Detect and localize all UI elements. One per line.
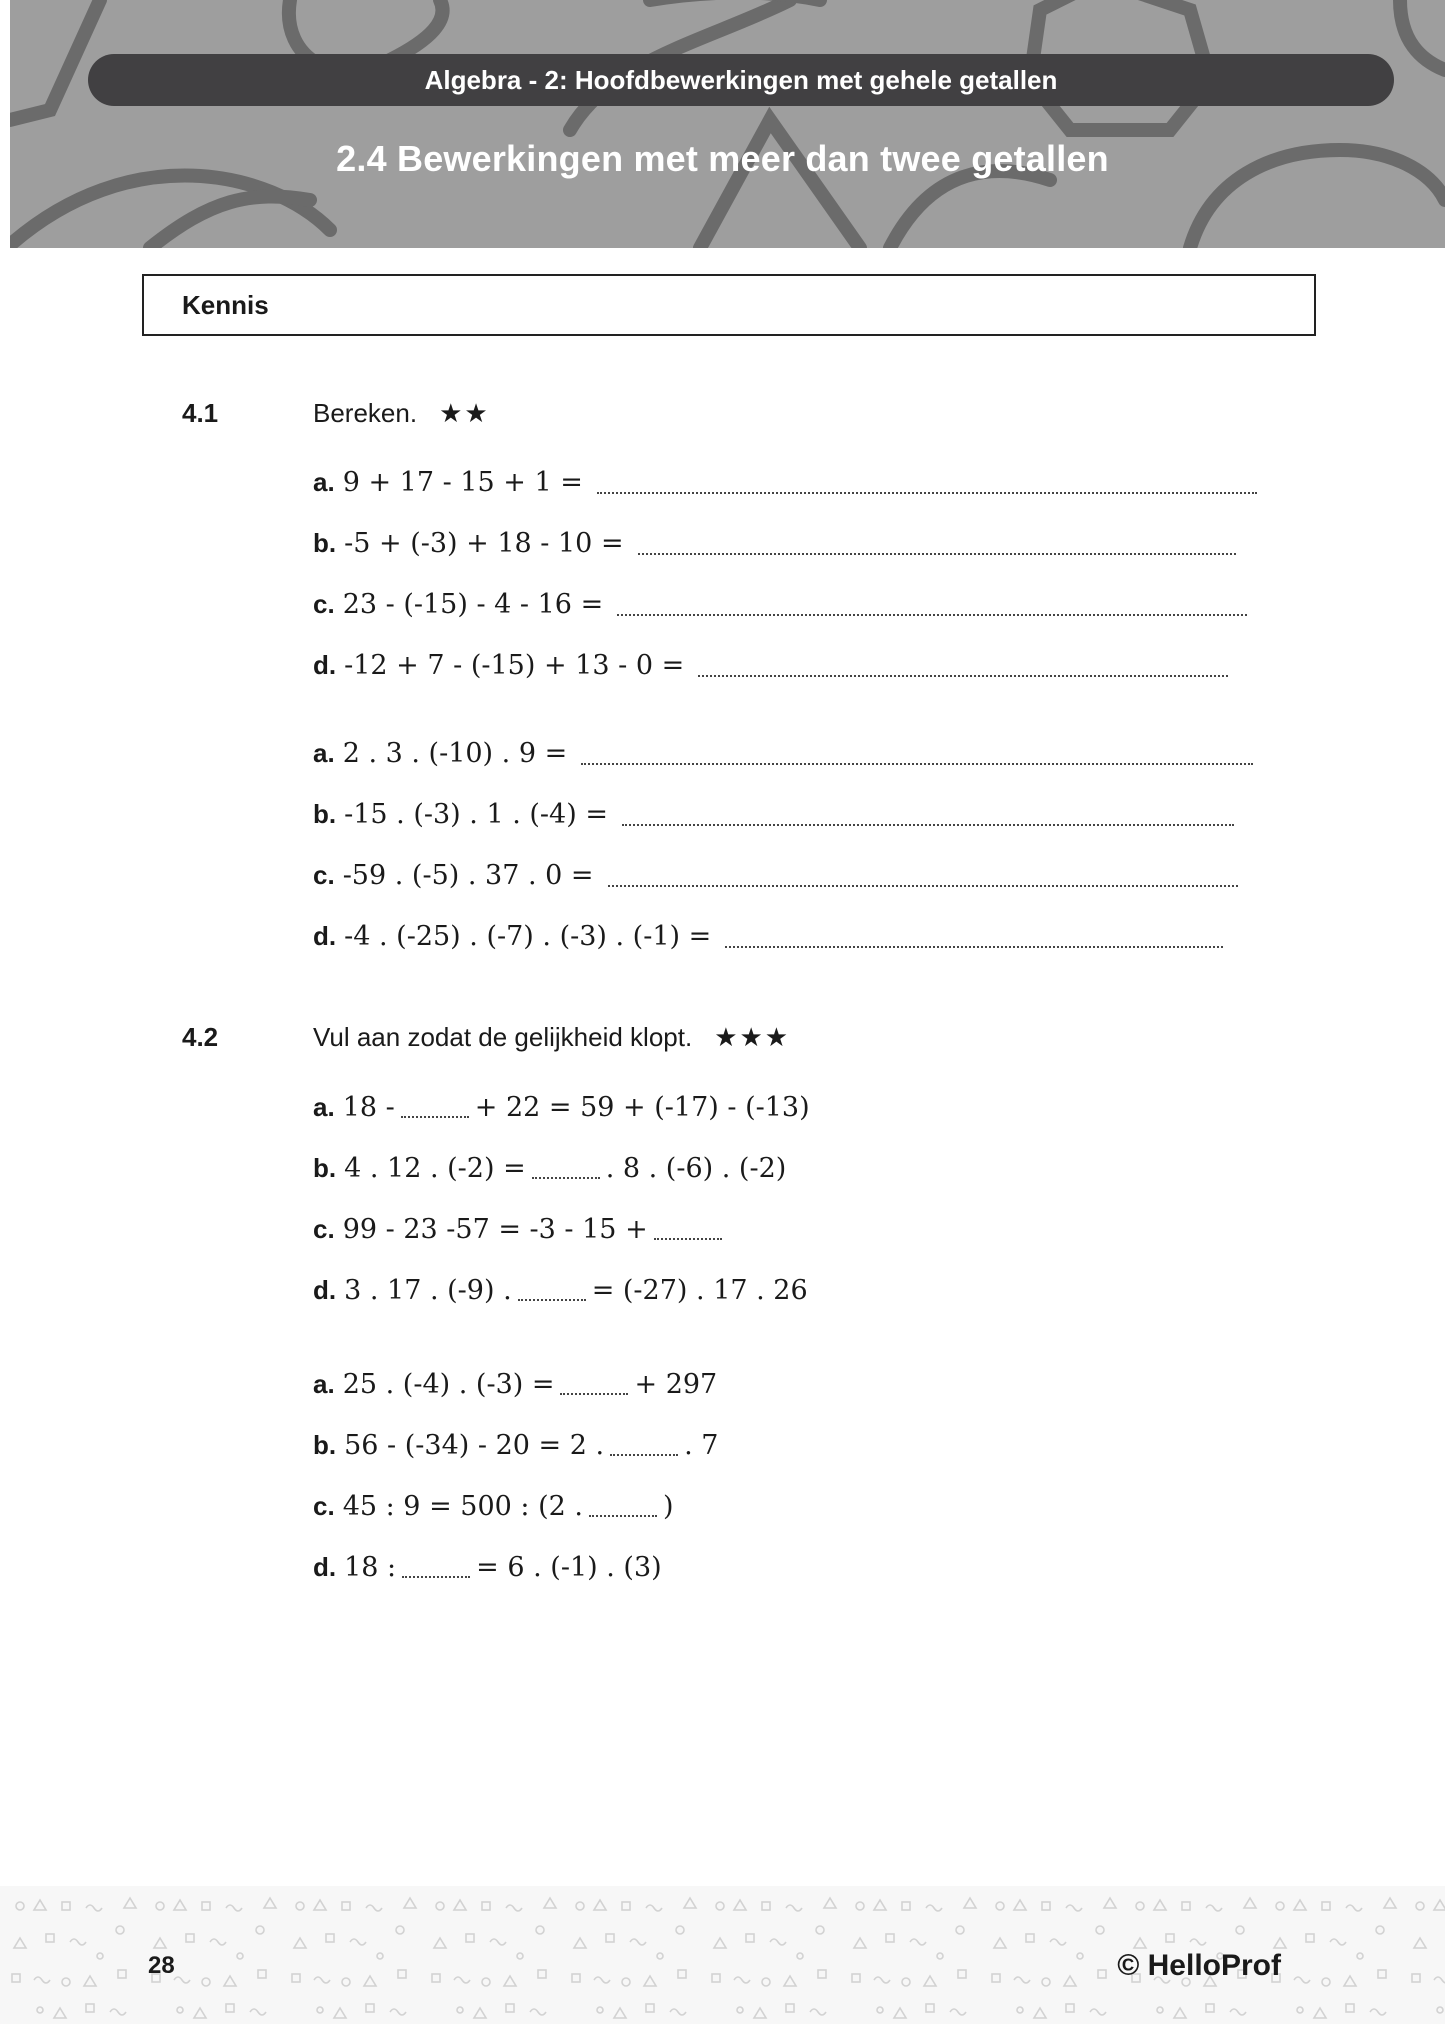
- exercise-item: [313, 519, 1236, 559]
- section-title: 2.4 Bewerkingen met meer dan twee getallen: [336, 138, 1109, 179]
- chapter-banner: Algebra - 2: Hoofdbewerkingen met gehele getallen: [88, 54, 1394, 106]
- exercise-instruction-4-2: [313, 1022, 790, 1053]
- item-label: b.: [313, 1153, 337, 1183]
- answer-blank[interactable]: [532, 1177, 600, 1179]
- item-label: b.: [313, 799, 337, 829]
- exercise-item: [313, 729, 1253, 769]
- header-band: [10, 0, 1445, 248]
- difficulty-stars: ★★★: [714, 1022, 791, 1052]
- exercise-item: [313, 1482, 674, 1522]
- item-label: d.: [313, 1552, 337, 1582]
- instruction-text: Vul aan zodat de gelijkheid klopt.: [313, 1022, 693, 1052]
- exercise-item: [313, 1360, 717, 1400]
- publisher-brand: © HelloProf: [1117, 1949, 1281, 1982]
- item-expression: -12 + 7 - (-15) + 13 - 0 =: [344, 650, 685, 681]
- item-expression-after: = (-27) . 17 . 26: [591, 1275, 808, 1306]
- answer-line[interactable]: [638, 553, 1236, 555]
- exercise-number-4-1: 4.1: [182, 398, 219, 428]
- exercise-item: [313, 1543, 662, 1583]
- item-expression-before: 3 . 17 . (-9) .: [344, 1275, 512, 1306]
- item-expression: 23 - (-15) - 4 - 16 =: [342, 589, 604, 620]
- item-expression-before: 45 : 9 = 500 : (2 .: [342, 1491, 583, 1522]
- item-expression: -15 . (-3) . 1 . (-4) =: [344, 799, 608, 830]
- answer-blank[interactable]: [401, 1116, 469, 1118]
- item-label: b.: [313, 1430, 337, 1460]
- item-expression: -4 . (-25) . (-7) . (-3) . (-1) =: [344, 921, 712, 952]
- page-number: 28: [148, 1952, 175, 1979]
- item-expression: -59 . (-5) . 37 . 0 =: [342, 860, 594, 891]
- item-expression-before: 18 :: [344, 1552, 397, 1583]
- item-expression: -5 + (-3) + 18 - 10 =: [344, 528, 624, 559]
- difficulty-stars: ★★: [439, 398, 490, 428]
- item-expression: 2 . 3 . (-10) . 9 =: [342, 738, 568, 769]
- item-expression-before: 4 . 12 . (-2) =: [344, 1153, 526, 1184]
- answer-line[interactable]: [581, 763, 1253, 765]
- exercise-item: [313, 641, 1228, 681]
- item-label: a.: [313, 1369, 335, 1399]
- item-expression: 9 + 17 - 15 + 1 =: [342, 467, 583, 498]
- item-expression-before: 56 - (-34) - 20 = 2 .: [344, 1430, 605, 1461]
- header-pattern: [10, 0, 1445, 248]
- item-label: d.: [313, 1275, 337, 1305]
- exercise-item: [313, 1083, 810, 1123]
- exercise-item: [313, 851, 1238, 891]
- item-expression-after: . 8 . (-6) . (-2): [605, 1153, 787, 1184]
- item-label: c.: [313, 1214, 335, 1244]
- answer-blank[interactable]: [589, 1515, 657, 1517]
- kennis-heading: Kennis: [142, 274, 1316, 336]
- answer-blank[interactable]: [518, 1299, 586, 1301]
- answer-blank[interactable]: [654, 1238, 722, 1240]
- item-expression-after: + 22 = 59 + (-17) - (-13): [474, 1092, 810, 1123]
- item-label: d.: [313, 650, 337, 680]
- answer-line[interactable]: [622, 824, 1234, 826]
- answer-blank[interactable]: [560, 1393, 628, 1395]
- exercise-item: [313, 1144, 786, 1184]
- item-label: c.: [313, 1491, 335, 1521]
- exercise-item: [313, 1421, 718, 1461]
- exercise-item: [313, 458, 1257, 498]
- exercise-item: [313, 580, 1247, 620]
- item-label: d.: [313, 921, 337, 951]
- item-expression-after: = 6 . (-1) . (3): [476, 1552, 662, 1583]
- item-expression-before: 25 . (-4) . (-3) =: [342, 1369, 555, 1400]
- answer-line[interactable]: [725, 946, 1223, 948]
- item-expression-after: ): [662, 1491, 674, 1522]
- item-label: a.: [313, 1092, 335, 1122]
- item-label: a.: [313, 467, 335, 497]
- item-label: c.: [313, 589, 335, 619]
- exercise-item: [313, 1205, 728, 1245]
- answer-blank[interactable]: [610, 1454, 678, 1456]
- answer-line[interactable]: [698, 675, 1228, 677]
- exercise-item: [313, 790, 1234, 830]
- answer-line[interactable]: [617, 614, 1247, 616]
- exercise-item: [313, 912, 1223, 952]
- exercise-number-4-2: 4.2: [182, 1022, 219, 1052]
- answer-line[interactable]: [597, 492, 1257, 494]
- item-expression-after: + 297: [634, 1369, 718, 1400]
- exercise-item: [313, 1266, 808, 1306]
- item-label: c.: [313, 860, 335, 890]
- item-label: a.: [313, 738, 335, 768]
- item-expression-before: 99 - 23 -57 = -3 - 15 +: [342, 1214, 648, 1245]
- answer-blank[interactable]: [402, 1576, 470, 1578]
- answer-line[interactable]: [608, 885, 1238, 887]
- item-label: b.: [313, 528, 337, 558]
- instruction-text: Bereken.: [313, 398, 418, 428]
- item-expression-after: . 7: [684, 1430, 719, 1461]
- exercise-instruction-4-1: [313, 398, 490, 429]
- item-expression-before: 18 -: [342, 1092, 395, 1123]
